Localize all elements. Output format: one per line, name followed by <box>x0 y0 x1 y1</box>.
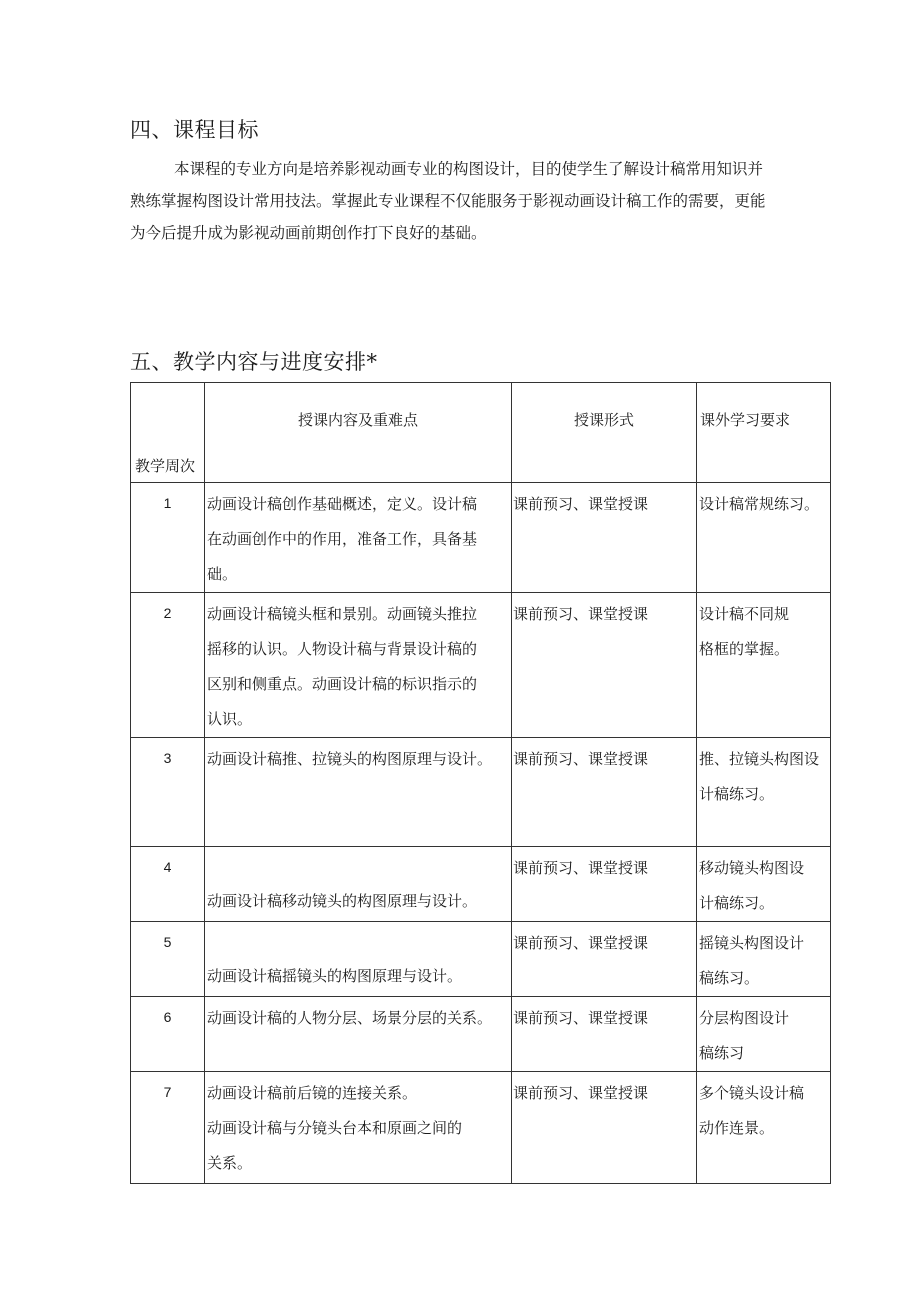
requirement-line: 稿练习。 <box>699 969 760 987</box>
requirement-line: 分层构图设计 <box>699 1009 790 1027</box>
requirement-line: 动作连景。 <box>699 1119 775 1137</box>
requirement-line: 设计稿不同规 <box>699 605 790 623</box>
requirement-line: 摇镜头构图设计 <box>699 934 805 952</box>
content-line: 动画设计稿摇镜头的构图原理与设计。 <box>207 967 463 985</box>
content-cell <box>205 1072 512 1184</box>
table-row <box>131 997 831 1072</box>
requirement-line: 设计稿常规练习。 <box>699 495 820 513</box>
header-content: 授课内容及重难点 <box>205 383 512 483</box>
content-cell <box>205 593 512 738</box>
requirement-line: 稿练习 <box>699 1044 745 1062</box>
content-line: 认识。 <box>207 710 253 728</box>
goal-paragraph-line-3: 为今后提升成为影视动画前期创作打下良好的基础。 <box>130 224 487 242</box>
content-line: 关系。 <box>207 1154 253 1172</box>
week-number: 5 <box>131 922 205 997</box>
requirement-cell <box>697 922 831 997</box>
section-five-heading: 五、教学内容与进度安排* <box>130 350 378 374</box>
content-line: 础。 <box>207 565 238 583</box>
section-four-heading: 四、课程目标 <box>130 118 259 142</box>
requirement-line: 计稿练习。 <box>699 894 775 912</box>
requirement-line: 格框的掌握。 <box>699 640 790 658</box>
requirement-line: 推、拉镜头构图设 <box>699 750 820 768</box>
table-row <box>131 1072 831 1184</box>
header-week: 教学周次 <box>135 457 196 475</box>
requirement-cell <box>697 997 831 1072</box>
week-number: 2 <box>131 593 205 738</box>
header-week-cell <box>131 383 205 483</box>
content-cell <box>205 922 512 997</box>
header-form: 授课形式 <box>512 383 697 483</box>
week-number: 6 <box>131 997 205 1072</box>
requirement-line: 移动镜头构图设 <box>699 859 805 877</box>
requirement-line: 多个镜头设计稿 <box>699 1084 805 1102</box>
week-number: 7 <box>131 1072 205 1184</box>
requirement-line: 计稿练习。 <box>699 785 775 803</box>
content-line: 动画设计稿移动镜头的构图原理与设计。 <box>207 892 478 910</box>
goal-paragraph-line-1: 本课程的专业方向是培养影视动画专业的构图设计，目的使学生了解设计稿常用知识并 <box>174 160 764 178</box>
form-cell: 课前预习、课堂授课 <box>512 847 697 922</box>
requirement-cell <box>697 738 831 847</box>
header-requirement: 课外学习要求 <box>697 383 831 483</box>
form-cell: 课前预习、课堂授课 <box>512 483 697 593</box>
week-number: 3 <box>131 738 205 847</box>
content-line: 摇移的认识。人物设计稿与背景设计稿的 <box>207 640 478 658</box>
schedule-table <box>130 382 831 1184</box>
table-row <box>131 738 831 847</box>
form-cell: 课前预习、课堂授课 <box>512 738 697 847</box>
table-row <box>131 847 831 922</box>
week-number: 1 <box>131 483 205 593</box>
form-cell: 课前预习、课堂授课 <box>512 997 697 1072</box>
form-cell: 课前预习、课堂授课 <box>512 593 697 738</box>
week-number: 4 <box>131 847 205 922</box>
content-cell <box>205 483 512 593</box>
content-line: 动画设计稿的人物分层、场景分层的关系。 <box>207 1009 493 1027</box>
content-line: 动画设计稿与分镜头台本和原画之间的 <box>207 1119 463 1137</box>
content-cell <box>205 738 512 847</box>
table-row <box>131 922 831 997</box>
form-cell: 课前预习、课堂授课 <box>512 1072 697 1184</box>
table-header-row <box>131 383 831 483</box>
table-row <box>131 483 831 593</box>
content-line: 在动画创作中的作用，准备工作，具备基 <box>207 530 478 548</box>
content-cell <box>205 847 512 922</box>
content-line: 动画设计稿推、拉镜头的构图原理与设计。 <box>207 750 493 768</box>
content-line: 区别和侧重点。动画设计稿的标识指示的 <box>207 675 478 693</box>
content-line: 动画设计稿前后镜的连接关系。 <box>207 1084 418 1102</box>
content-line: 动画设计稿镜头框和景别。动画镜头推拉 <box>207 605 478 623</box>
requirement-cell <box>697 483 831 593</box>
requirement-cell <box>697 593 831 738</box>
table-row <box>131 593 831 738</box>
content-cell <box>205 997 512 1072</box>
requirement-cell <box>697 847 831 922</box>
content-line: 动画设计稿创作基础概述，定义。设计稿 <box>207 495 478 513</box>
requirement-cell <box>697 1072 831 1184</box>
goal-paragraph-line-2: 熟练掌握构图设计常用技法。掌握此专业课程不仅能服务于影视动画设计稿工作的需要，更能 <box>130 192 766 210</box>
form-cell: 课前预习、课堂授课 <box>512 922 697 997</box>
